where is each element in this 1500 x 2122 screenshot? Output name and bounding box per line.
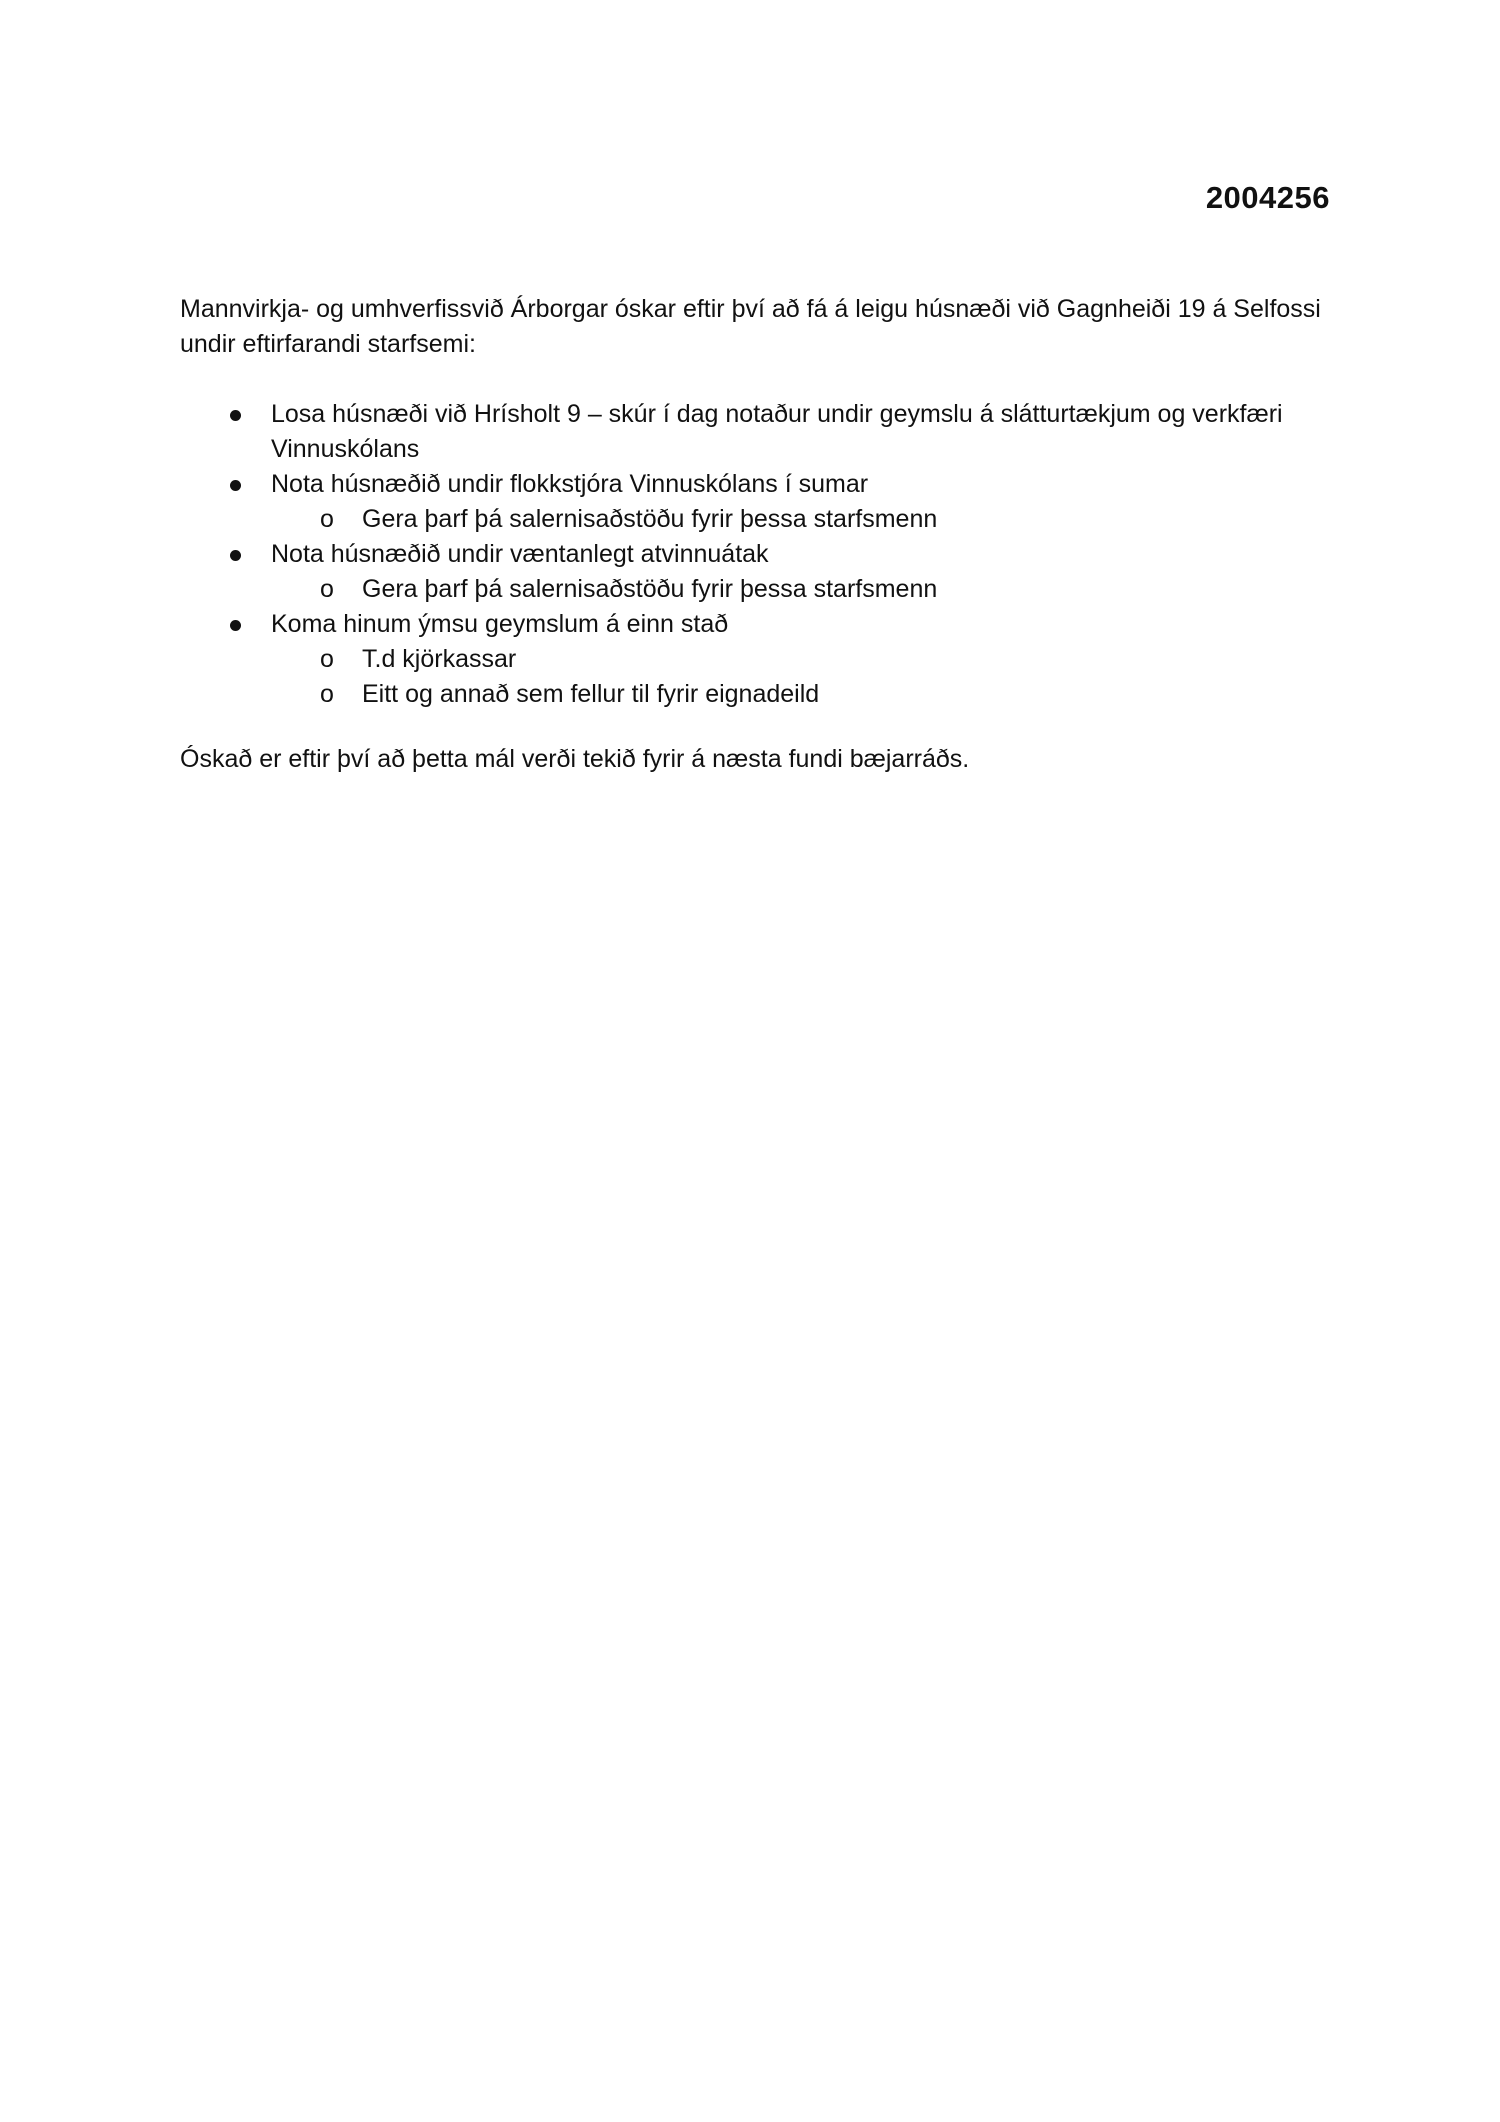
list-item-text: Losa húsnæði við Hrísholt 9 – skúr í dag notaður undir geymslu á slátturtækjum og verkfæri Vinnuskólans [271,400,1283,463]
circle-bullet-icon: o [320,645,334,673]
document-number: 2004256 [1205,180,1330,215]
list-item [180,397,1330,467]
sub-list-item [180,572,1330,607]
sub-list-item-text: T.d kjörkassar [362,645,517,673]
closing-paragraph: Óskað er eftir því að þetta mál verði tekið fyrir á næsta fundi bæjarráðs. [180,745,970,773]
bullet-icon [230,550,241,561]
circle-bullet-icon: o [320,575,334,603]
list-item [180,467,1330,502]
list-item [180,607,1330,642]
sub-list-item [180,642,1330,677]
list-item [180,537,1330,572]
bullet-icon [230,620,241,631]
bullet-icon [230,480,241,491]
bullet-icon [230,410,241,421]
sub-list-item-text: Gera þarf þá salernisaðstöðu fyrir þessa starfsmenn [362,575,938,603]
sub-list-item-text: Gera þarf þá salernisaðstöðu fyrir þessa starfsmenn [362,505,938,533]
sub-list-item-text: Eitt og annað sem fellur til fyrir eignadeild [362,680,820,708]
bullet-list [180,397,1330,712]
list-item-text: Nota húsnæðið undir væntanlegt atvinnuátak [271,540,769,568]
list-item-text: Nota húsnæðið undir flokkstjóra Vinnuskólans í sumar [271,470,869,498]
circle-bullet-icon: o [320,505,334,533]
sub-list-item [180,677,1330,712]
sub-list-item [180,502,1330,537]
list-item-text: Koma hinum ýmsu geymslum á einn stað [271,610,729,638]
intro-paragraph: Mannvirkja- og umhverfissvið Árborgar óskar eftir því að fá á leigu húsnæði við Gagnheiði 19 á Selfossi undir eftirfarandi starfsemi: [180,295,1321,358]
circle-bullet-icon: o [320,680,334,708]
